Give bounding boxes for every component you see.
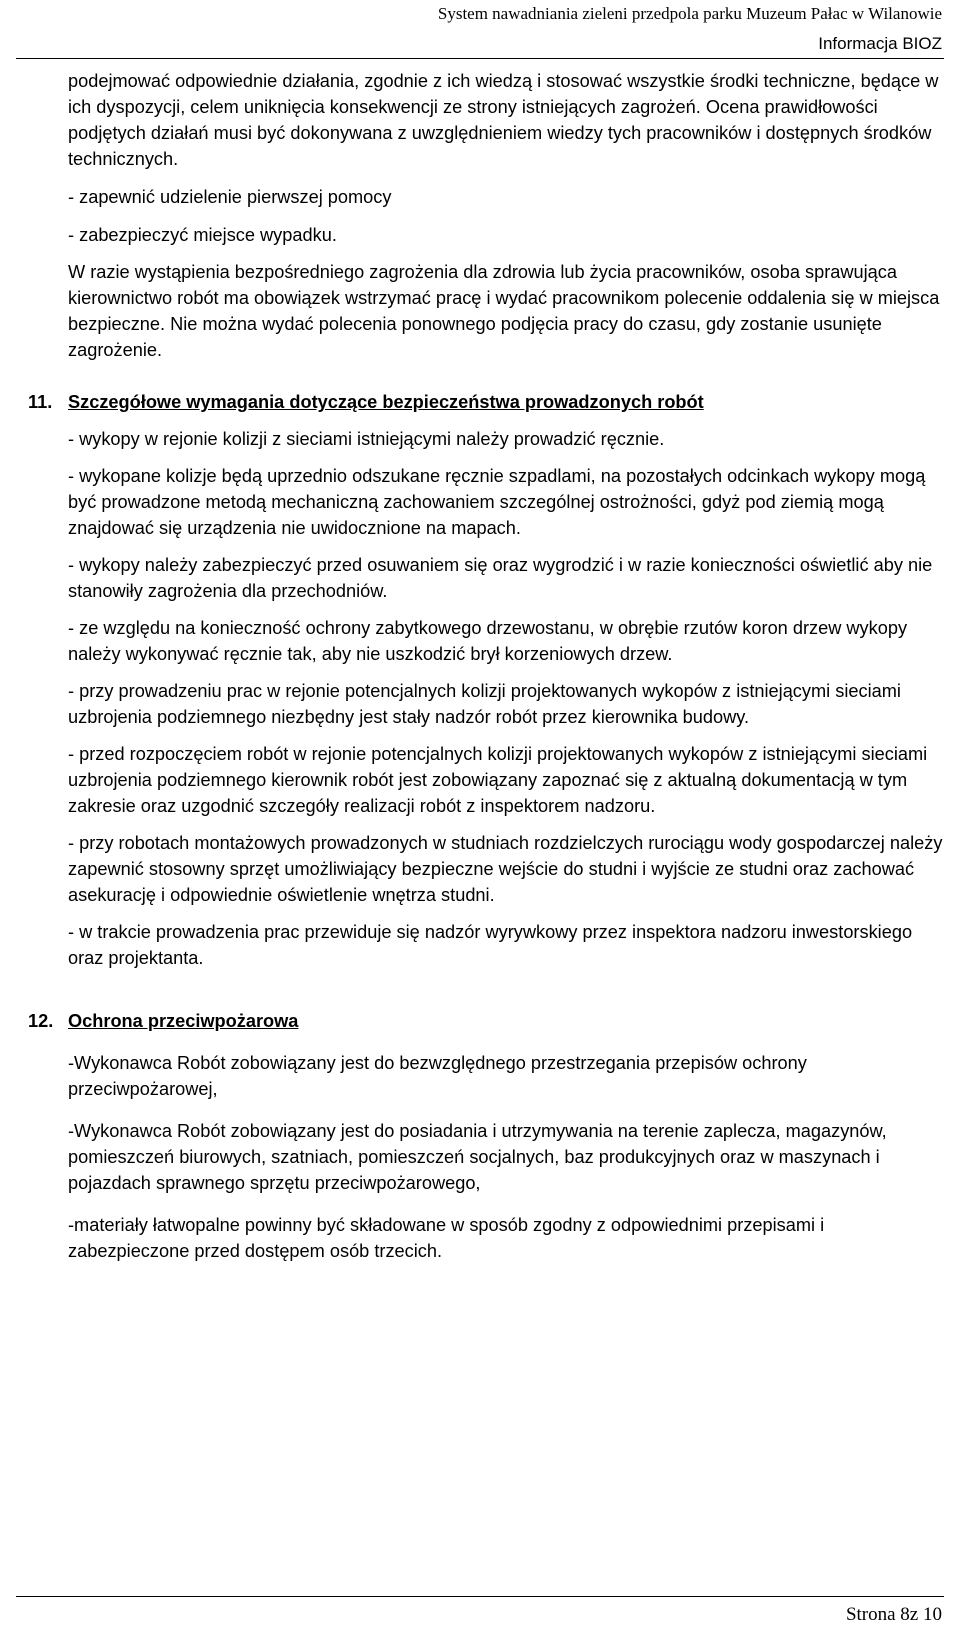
intro-item-first-aid: - zapewnić udzielenie pierwszej pomocy [68,187,392,207]
intro-item-secure-site: - zabezpieczyć miejsce wypadku. [68,225,337,245]
document-header-subtitle: Informacja BIOZ [818,34,942,53]
section-11-item: - wykopy w rejonie kolizji z sieciami istniejącymi należy prowadzić ręcznie. [68,429,665,449]
section-11-item: - w trakcie prowadzenia prac przewiduje się nadzór wyrywkowy przez inspektora nadzoru inwestorskiego oraz projektanta. [68,922,913,968]
section-12-item: -Wykonawca Robót zobowiązany jest do posiadania i utrzymywania na terenie zaplecza, magazynów, pomieszczeń biurowych, szatniach, pomieszczeń socjalnych, baz produkcyjnych oraz w maszynach i pojazdach sprawnego sprzętu przeciwpożarowego, [68,1121,887,1193]
section-11-number: 11. [28,392,53,412]
section-11-title: Szczegółowe wymagania dotyczące bezpieczeństwa prowadzonych robót [68,392,704,412]
section-12-heading [28,1008,946,1034]
section-12-title: Ochrona przeciwpożarowa [68,1011,299,1031]
header-divider [16,58,944,59]
document-body [28,68,946,1264]
section-12-item: -materiały łatwopalne powinny być składowane w sposób zgodny z odpowiednimi przepisami i zabezpieczone przed dostępem osób trzecich. [68,1215,825,1261]
footer-divider [16,1596,944,1597]
section-11-heading [28,389,946,415]
document-header-title: System nawadniania zieleni przedpola parku Muzeum Pałac w Wilanowie [437,4,942,23]
section-11-item: - przy robotach montażowych prowadzonych w studniach rozdzielczych rurociągu wody gospodarczej należy zapewnić stosowny sprzęt umożliwiający bezpieczne wejście do studni i wyjście ze studni oraz zachować asekurację i odpowiednie oświetlenie wnętrza studni. [68,833,943,905]
intro-paragraph: podejmować odpowiednie działania, zgodnie z ich wiedzą i stosować wszystkie środki techniczne, będące w ich dyspozycji, celem uniknięcia konsekwencji ze strony istniejących zagrożeń. Ocena prawidłowości podjętych działań musi być dokonywana z uwzględnieniem wiedzy tych pracowników i dostępnych środków technicznych. [68,71,939,169]
section-12-item: -Wykonawca Robót zobowiązany jest do bezwzględnego przestrzegania przepisów ochrony przeciwpożarowej, [68,1053,807,1099]
page-number: Strona 8z 10 [845,1604,942,1625]
section-12-number: 12. [28,1011,54,1031]
section-11-item: - wykopane kolizje będą uprzednio odszukane ręcznie szpadlami, na pozostałych odcinkach wykopy mogą być prowadzone metodą mechaniczną zachowaniem szczególnej ostrożności, gdyż pod ziemią mogą znajdować się urządzenia nie uwidocznione na mapach. [68,466,926,538]
danger-paragraph: W razie wystąpienia bezpośredniego zagrożenia dla zdrowia lub życia pracowników, osoba sprawująca kierownictwo robót ma obowiązek wstrzymać pracę i wydać pracownikom polecenie oddalenia się w miejsca bezpieczne. Nie można wydać polecenia ponownego podjęcia pracy do czasu, gdy zostanie usunięte zagrożenie. [68,262,940,360]
section-11-item: - przed rozpoczęciem robót w rejonie potencjalnych kolizji projektowanych wykopów z istniejącymi sieciami uzbrojenia podziemnego kierownik robót jest zobowiązany zapoznać się z aktualną dokumentacją w tym zakresie oraz uzgodnić szczegóły realizacji robót z inspektorem nadzoru. [68,744,928,816]
section-11-item: - przy prowadzeniu prac w rejonie potencjalnych kolizji projektowanych wykopów z istniejącymi sieciami uzbrojenia podziemnego niezbędny jest stały nadzór robót przez kierownika budowy. [68,681,901,727]
section-11-item: - wykopy należy zabezpieczyć przed osuwaniem się oraz wygrodzić i w razie konieczności oświetlić aby nie stanowiły zagrożenia dla przechodniów. [68,555,933,601]
section-11-item: - ze względu na konieczność ochrony zabytkowego drzewostanu, w obrębie rzutów koron drzew wykopy należy wykonywać ręcznie tak, aby nie uszkodzić brył korzeniowych drzew. [68,618,908,664]
